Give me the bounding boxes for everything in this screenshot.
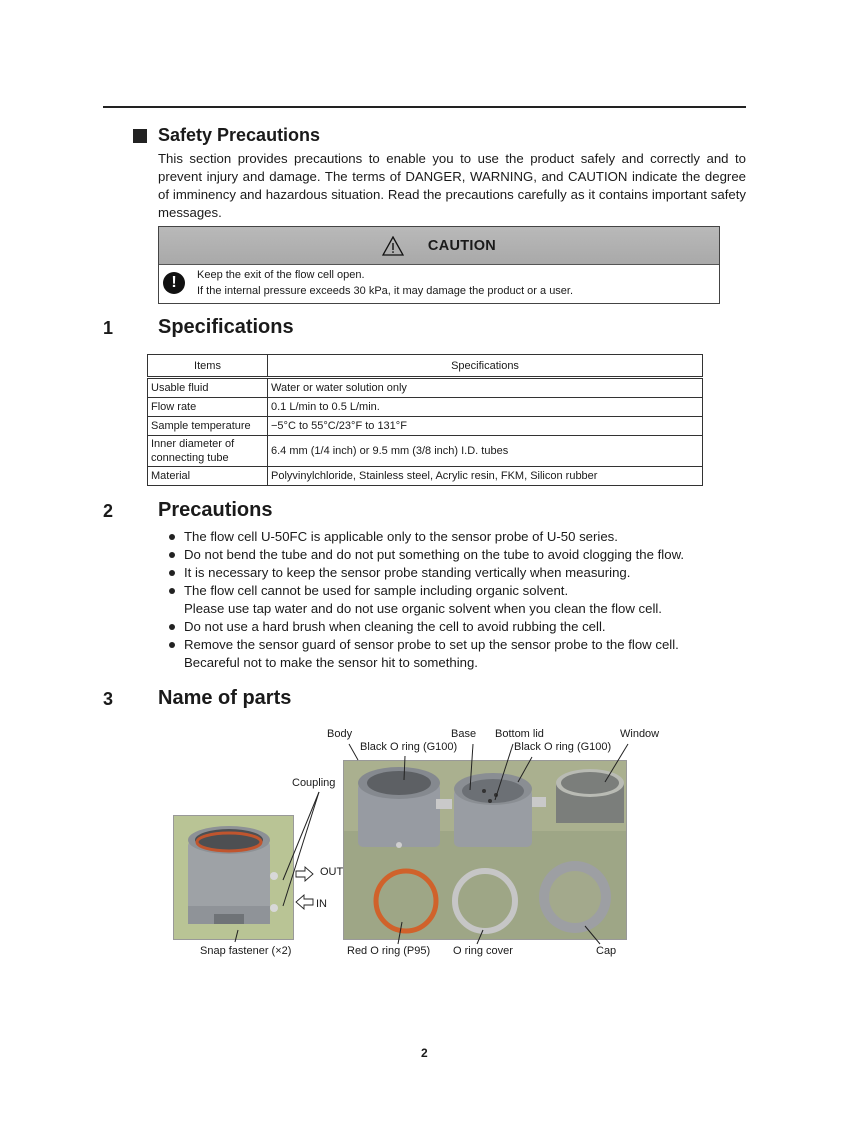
table-cell-item: Material [148, 467, 268, 486]
table-header-cell: Specifications [268, 355, 703, 378]
label-oring-cover: O ring cover [453, 945, 513, 957]
label-snap-fastener: Snap fastener (×2) [200, 945, 292, 957]
in-arrow-icon [296, 895, 313, 909]
list-item-text: It is necessary to keep the sensor probe standing vertically when measuring. [184, 565, 631, 580]
list-item-text: The flow cell U-50FC is applicable only to the sensor probe of U-50 series. [184, 529, 618, 544]
safety-title: Safety Precautions [158, 125, 321, 145]
table-cell-spec: 0.1 L/min to 0.5 L/min. [268, 398, 703, 417]
label-in: IN [316, 898, 327, 910]
caution-title: CAUTION [427, 237, 497, 254]
table-cell-item: Inner diameter of connecting tube [148, 436, 268, 467]
page-number: 2 [421, 1046, 428, 1060]
caution-line-1: Keep the exit of the flow cell open. [197, 269, 365, 281]
label-window: Window [620, 728, 660, 740]
label-cap: Cap [596, 945, 617, 957]
table-cell-spec: Polyvinylchloride, Stainless steel, Acrylic resin, FKM, Silicon rubber [268, 467, 703, 486]
table-cell-item: Usable fluid [148, 378, 268, 398]
list-item-text: Do not use a hard brush when cleaning the cell to avoid rubbing the cell. [184, 619, 606, 634]
list-item-text: The flow cell cannot be used for sample including organic solvent. [184, 583, 569, 598]
out-arrow-icon [296, 867, 313, 881]
table-cell-item: Sample temperature [148, 417, 268, 436]
section-number: 3 [103, 689, 114, 709]
table-cell-spec: 6.4 mm (1/4 inch) or 9.5 mm (3/8 inch) I.D. tubes [268, 436, 703, 467]
section-number: 1 [103, 318, 114, 338]
table-cell-item: Flow rate [148, 398, 268, 417]
list-item-text: Becareful not to make the sensor hit to something. [184, 655, 478, 670]
section-title-specifications: Specifications [158, 316, 294, 338]
label-body: Body [327, 728, 353, 740]
table-cell-spec: −5°C to 55°C/23°F to 131°F [268, 417, 703, 436]
caution-line-2: If the internal pressure exceeds 30 kPa, it may damage the product or a user. [197, 285, 574, 297]
label-black-oring-1: Black O ring (G100) [360, 741, 458, 753]
list-item-text: Remove the sensor guard of sensor probe to set up the sensor probe to the flow cell. [184, 637, 679, 652]
label-coupling: Coupling [292, 777, 336, 789]
table-header-cell: Items [148, 355, 268, 378]
label-out: OUT [320, 866, 344, 878]
label-bottom-lid: Bottom lid [495, 728, 544, 740]
label-base: Base [451, 728, 477, 740]
label-black-oring-2: Black O ring (G100) [514, 741, 612, 753]
section-title-name-of-parts: Name of parts [158, 687, 292, 709]
label-red-oring: Red O ring (P95) [347, 945, 431, 957]
table-cell-spec: Water or water solution only [268, 378, 703, 398]
section-title-precautions: Precautions [158, 499, 273, 521]
list-item-text: Do not bend the tube and do not put something on the tube to avoid clogging the flow. [184, 547, 685, 562]
list-item-text: Please use tap water and do not use organic solvent when you clean the flow cell. [184, 601, 662, 616]
exclamation-icon: ! [163, 272, 185, 294]
section-number: 2 [103, 501, 114, 521]
safety-paragraph: This section provides precautions to enable you to use the product safely and correctly and to prevent injury and damage. The terms of DANGER, WARNING, and CAUTION indicate the degree of imminency and hazardous situation. Read the precautions carefully as it contains important safety messages. [158, 151, 746, 220]
